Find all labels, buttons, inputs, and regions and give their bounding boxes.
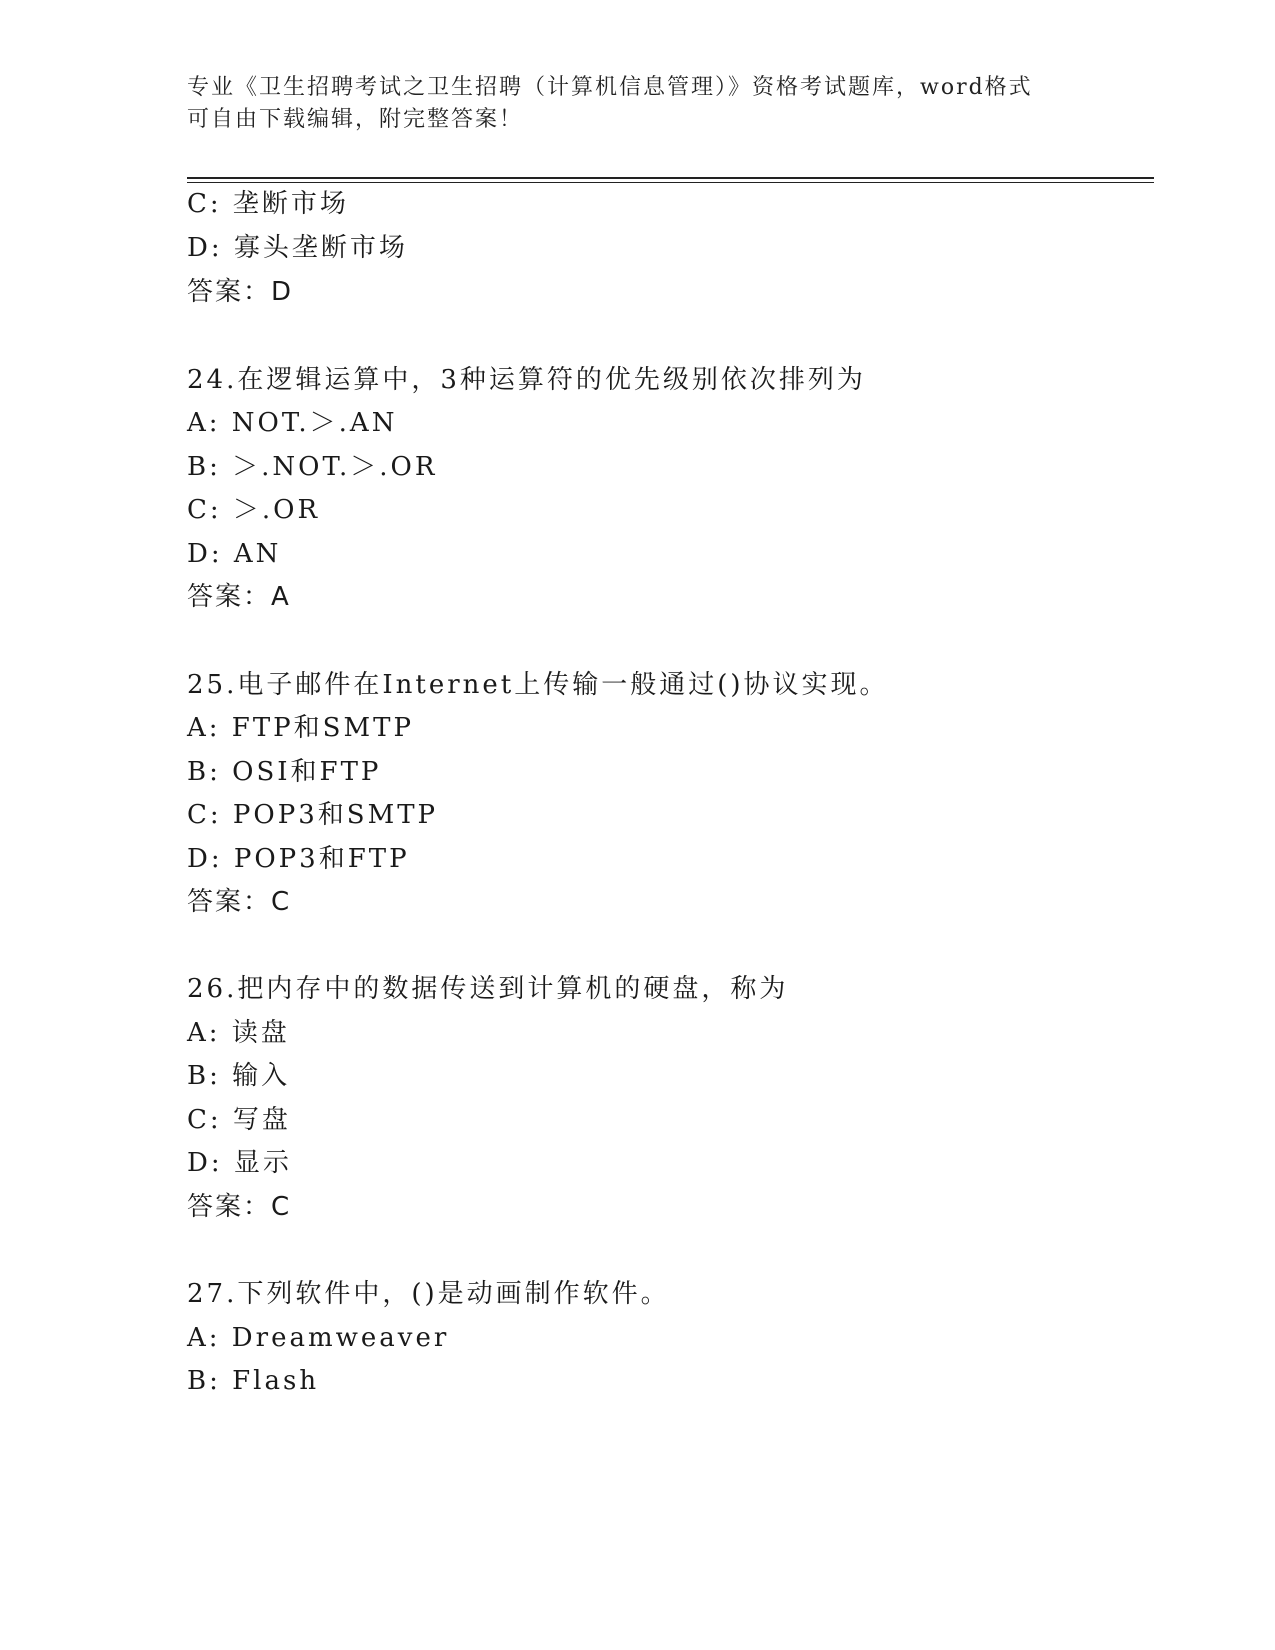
document-header	[187, 72, 1067, 136]
q24-option-c: C: ＞.OR	[187, 495, 321, 525]
q25-answer: 答案：C	[187, 887, 292, 917]
q25-option-a: A: FTP和SMTP	[187, 713, 414, 743]
q25-option-c: C: POP3和SMTP	[187, 800, 439, 830]
q26-answer: 答案：C	[187, 1192, 292, 1222]
q24-answer: 答案：A	[187, 582, 291, 612]
q25-option-b: B: OSI和FTP	[187, 757, 382, 787]
q24-question: 24.在逻辑运算中，3种运算符的优先级别依次排列为	[187, 365, 866, 395]
q23-option-d: D: 寡头垄断市场	[187, 233, 408, 263]
header-divider-bottom	[187, 182, 1154, 183]
header-divider-top	[187, 177, 1154, 179]
q24-option-a: A: NOT.＞.AN	[187, 408, 398, 438]
q23-option-c: C: 垄断市场	[187, 189, 349, 219]
q24-option-d: D: AN	[187, 539, 282, 569]
header-line-2: 可自由下载编辑，附完整答案！	[187, 107, 524, 132]
q24-option-b: B: ＞.NOT.＞.OR	[187, 452, 438, 482]
q23-answer: 答案：D	[187, 277, 294, 307]
q25-question: 25.电子邮件在Internet上传输一般通过()协议实现。	[187, 670, 889, 700]
q27-option-b: B: Flash	[187, 1366, 320, 1396]
q27-option-a: A: Dreamweaver	[187, 1323, 450, 1353]
q25-option-d: D: POP3和FTP	[187, 844, 410, 874]
q26-option-b: B: 输入	[187, 1061, 291, 1091]
header-line-1: 专业《卫生招聘考试之卫生招聘（计算机信息管理）》资格考试题库，word格式	[187, 75, 1033, 100]
q26-question: 26.把内存中的数据传送到计算机的硬盘，称为	[187, 974, 789, 1004]
q26-option-a: A: 读盘	[187, 1018, 290, 1048]
q26-option-c: C: 写盘	[187, 1105, 291, 1135]
q26-option-d: D: 显示	[187, 1148, 292, 1178]
q27-question: 27.下列软件中，()是动画制作软件。	[187, 1279, 670, 1309]
